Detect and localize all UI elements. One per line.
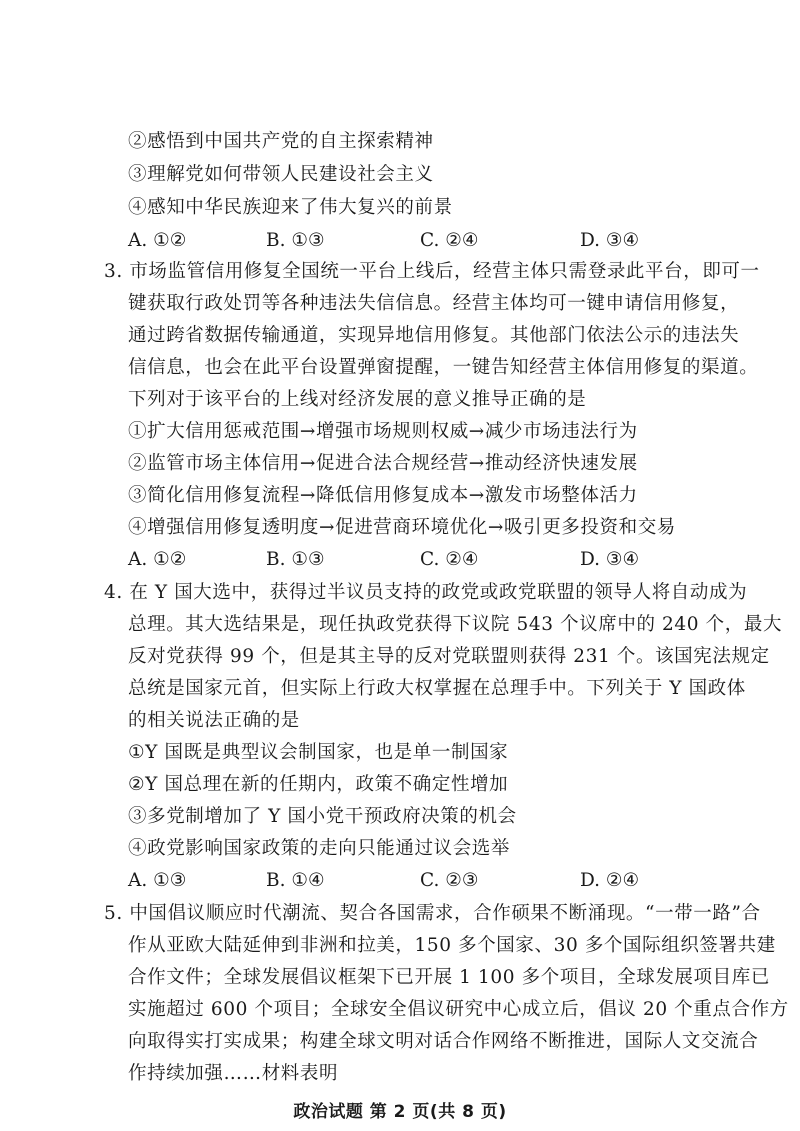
q5-stem-line-4: 实施超过 600 个项目；全球安全倡议研究中心成立后，倡议 20 个重点合作方 xyxy=(128,999,789,1020)
q3-item-3: ③简化信用修复流程→降低信用修复成本→激发市场整体活力 xyxy=(128,485,638,506)
q4-option-c: C. ②③ xyxy=(420,870,479,891)
item-3-top: ③理解党如何带领人民建设社会主义 xyxy=(128,164,434,185)
q3-stem-line-2: 键获取行政处罚等各种违法失信信息。经营主体均可一键申请信用修复， xyxy=(128,293,740,314)
q3-options xyxy=(128,545,688,575)
item-4-top: ④感知中华民族迎来了伟大复兴的前景 xyxy=(128,197,453,218)
q3-option-d: D. ③④ xyxy=(580,549,640,570)
q4-option-a: A. ①③ xyxy=(128,870,187,891)
q3-item-2: ②监管市场主体信用→促进合法合规经营→推动经济快速发展 xyxy=(128,453,638,474)
q2-option-c: C. ②④ xyxy=(420,230,479,251)
q4-item-3: ③多党制增加了 Y 国小党干预政府决策的机会 xyxy=(128,806,517,827)
q3-option-c: C. ②④ xyxy=(420,549,479,570)
q3-stem-line-5: 下列对于该平台的上线对经济发展的意义推导正确的是 xyxy=(128,389,587,410)
page-footer: 政治试题 第 2 页(共 8 页) xyxy=(293,1102,507,1122)
q3-stem-line-1: 3. 市场监管信用修复全国统一平台上线后，经营主体只需登录此平台，即可一 xyxy=(104,261,760,282)
q4-stem-line-4: 总统是国家元首，但实际上行政大权掌握在总理手中。下列关于 Y 国政体 xyxy=(128,678,746,699)
q4-stem-line-1: 4. 在 Y 国大选中，获得过半议员支持的政党或政党联盟的领导人将自动成为 xyxy=(104,582,748,603)
q4-stem-line-3: 反对党获得 99 个，但是其主导的反对党联盟则获得 231 个。该国宪法规定 xyxy=(128,646,770,667)
q3-item-4: ④增强信用修复透明度→促进营商环境优化→吸引更多投资和交易 xyxy=(128,517,676,538)
q4-options xyxy=(128,866,688,896)
q2-option-a: A. ①② xyxy=(128,230,187,251)
q4-item-2: ②Y 国总理在新的任期内，政策不确定性增加 xyxy=(128,774,509,795)
q4-option-d: D. ②④ xyxy=(580,870,640,891)
q4-stem-line-2: 总理。其大选结果是，现任执政党获得下议院 543 个议席中的 240 个，最大 xyxy=(128,614,783,635)
q4-item-1: ①Y 国既是典型议会制国家，也是单一制国家 xyxy=(128,742,509,763)
q3-option-b: B. ①③ xyxy=(266,549,325,570)
item-2-top: ②感悟到中国共产党的自主探索精神 xyxy=(128,131,434,152)
q4-item-4: ④政党影响国家政策的走向只能通过议会选举 xyxy=(128,838,511,859)
q3-item-1: ①扩大信用惩戒范围→增强市场规则权威→减少市场违法行为 xyxy=(128,421,638,442)
q5-stem-line-1: 5. 中国倡议顺应时代潮流、契合各国需求，合作硕果不断涌现。“一带一路”合 xyxy=(104,903,761,924)
q2-option-d: D. ③④ xyxy=(580,230,640,251)
q3-stem-line-4: 信信息，也会在此平台设置弹窗提醒，一键告知经营主体信用修复的渠道。 xyxy=(128,357,759,378)
q3-stem-line-3: 通过跨省数据传输通道，实现异地信用修复。其他部门依法公示的违法失 xyxy=(128,325,740,346)
q5-stem-line-6: 作持续加强……材料表明 xyxy=(128,1063,339,1084)
q4-stem-line-5: 的相关说法正确的是 xyxy=(128,710,300,731)
q5-stem-line-2: 作从亚欧大陆延伸到非洲和拉美，150 多个国家、30 多个国际组织签署共建 xyxy=(128,935,776,956)
q5-stem-line-5: 向取得实打实成果；构建全球文明对话合作网络不断推进，国际人文交流合 xyxy=(128,1031,759,1052)
q3-option-a: A. ①② xyxy=(128,549,187,570)
q4-option-b: B. ①④ xyxy=(266,870,325,891)
q2-options xyxy=(128,226,688,256)
q5-stem-line-3: 合作文件；全球发展倡议框架下已开展 1 100 多个项目，全球发展项目库已 xyxy=(128,967,770,988)
q2-option-b: B. ①③ xyxy=(266,230,325,251)
